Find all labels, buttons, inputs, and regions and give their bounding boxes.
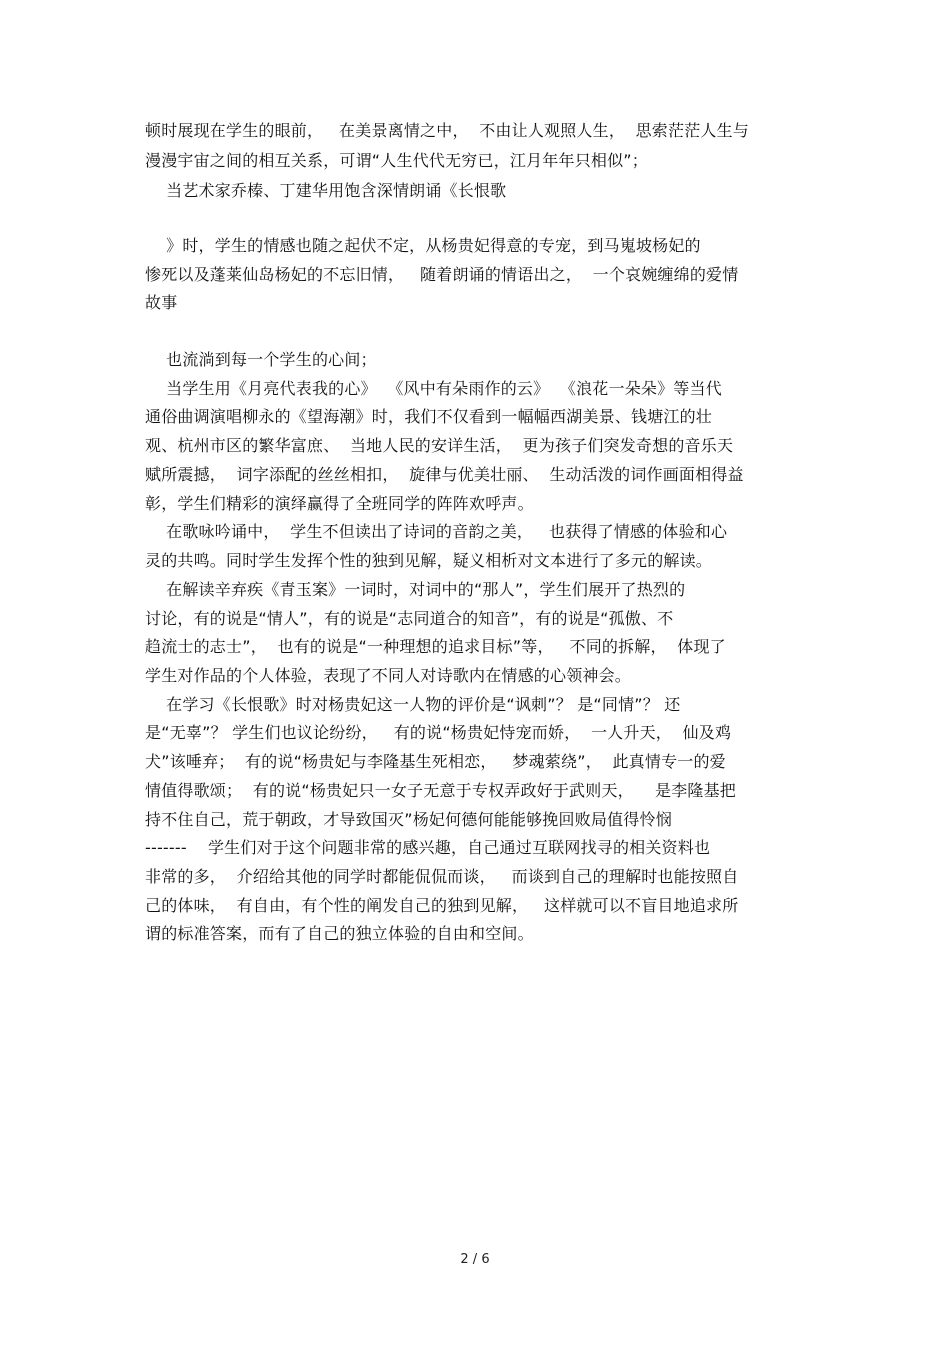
text-line: 持不住自己，荒于朝政，才导致国灭”杨妃何德何能能够挽回败局值得怜悯 — [145, 810, 672, 829]
text-line: 在解读辛弃疾《青玉案》一词时，对词中的“那人”，学生们展开了热烈的 — [145, 580, 686, 599]
text-line: 当学生用《月亮代表我的心》 《风中有朵雨作的云》 《浪花一朵朵》等当代 — [145, 379, 722, 398]
text-line: 在歌咏吟诵中， 学生不但读出了诗词的音韵之美， 也获得了情感的体验和心 — [145, 522, 728, 541]
page-number: 2 / 6 — [460, 1252, 490, 1267]
text-line: 也流淌到每一个学生的心间； — [145, 350, 377, 369]
text-line: 故事 — [145, 293, 178, 312]
text-line: 趋流士的志士”， 也有的说是“一种理想的追求目标”等， 不同的拆解， 体现了 — [145, 637, 726, 656]
text-line: ------- 学生们对于这个问题非常的感兴趣，自己通过互联网找寻的相关资料也 — [145, 838, 711, 857]
text-line: 己的体味， 有自由，有个性的阐发自己的独到见解， 这样就可以不盲目地追求所 — [145, 896, 739, 915]
text-line: 当艺术家乔榛、丁建华用饱含深情朗诵《长恨歌 — [145, 181, 507, 200]
text-line: 犬”该唾弃； 有的说“杨贵妃与李隆基生死相恋， 梦魂萦绕”， 此真情专一的爱 — [145, 752, 726, 771]
text-line: 学生对作品的个人体验，表现了不同人对诗歌内在情感的心领神会。 — [145, 666, 632, 685]
text-line: 非常的多， 介绍给其他的同学时都能侃侃而谈， 而谈到自己的理解时也能按照自 — [145, 867, 739, 886]
text-line: 彰，学生们精彩的演绎赢得了全班同学的阵阵欢呼声。 — [145, 494, 534, 513]
text-line: 惨死以及蓬莱仙岛杨妃的不忘旧情， 随着朗诵的情语出之， 一个哀婉缠绵的爱情 — [145, 265, 739, 284]
text-line: 通俗曲调演唱柳永的《望海潮》时，我们不仅看到一幅幅西湖美景、钱塘江的壮 — [145, 407, 713, 426]
text-line: 讨论，有的说是“情人”，有的说是“志同道合的知音”，有的说是“孤傲、不 — [145, 609, 674, 628]
text-line: 是“无辜”？ 学生们也议论纷纷， 有的说“杨贵妃恃宠而娇， 一人升天， 仙及鸡 — [145, 723, 732, 742]
text-line: 顿时展现在学生的眼前， 在美景离情之中， 不由让人观照人生， 思索茫茫人生与 — [145, 121, 750, 140]
text-line: 》时，学生的情感也随之起伏不定，从杨贵妃得意的专宠，到马嵬坡杨妃的 — [145, 236, 701, 255]
text-line: 漫漫宇宙之间的相互关系，可谓“人生代代无穷已，江月年年只相似”； — [145, 151, 648, 170]
text-line: 谓的标准答案，而有了自己的独立体验的自由和空间。 — [145, 924, 534, 943]
text-line: 情值得歌颂； 有的说“杨贵妃只一女子无意于专权弄政好于武则天， 是李隆基把 — [145, 781, 737, 800]
text-line: 观、杭州市区的繁华富庶、 当地人民的安详生活， 更为孩子们突发奇想的音乐天 — [145, 436, 734, 455]
text-line: 赋所震撼， 词字添配的丝丝相扣， 旋律与优美壮丽、 生动活泼的词作画面相得益 — [145, 465, 744, 484]
text-line: 在学习《长恨歌》时对杨贵妃这一人物的评价是“讽刺”？ 是“同情”？ 还 — [145, 695, 681, 714]
text-line: 灵的共鸣。同时学生发挥个性的独到见解，疑义相析对文本进行了多元的解读。 — [145, 551, 713, 570]
